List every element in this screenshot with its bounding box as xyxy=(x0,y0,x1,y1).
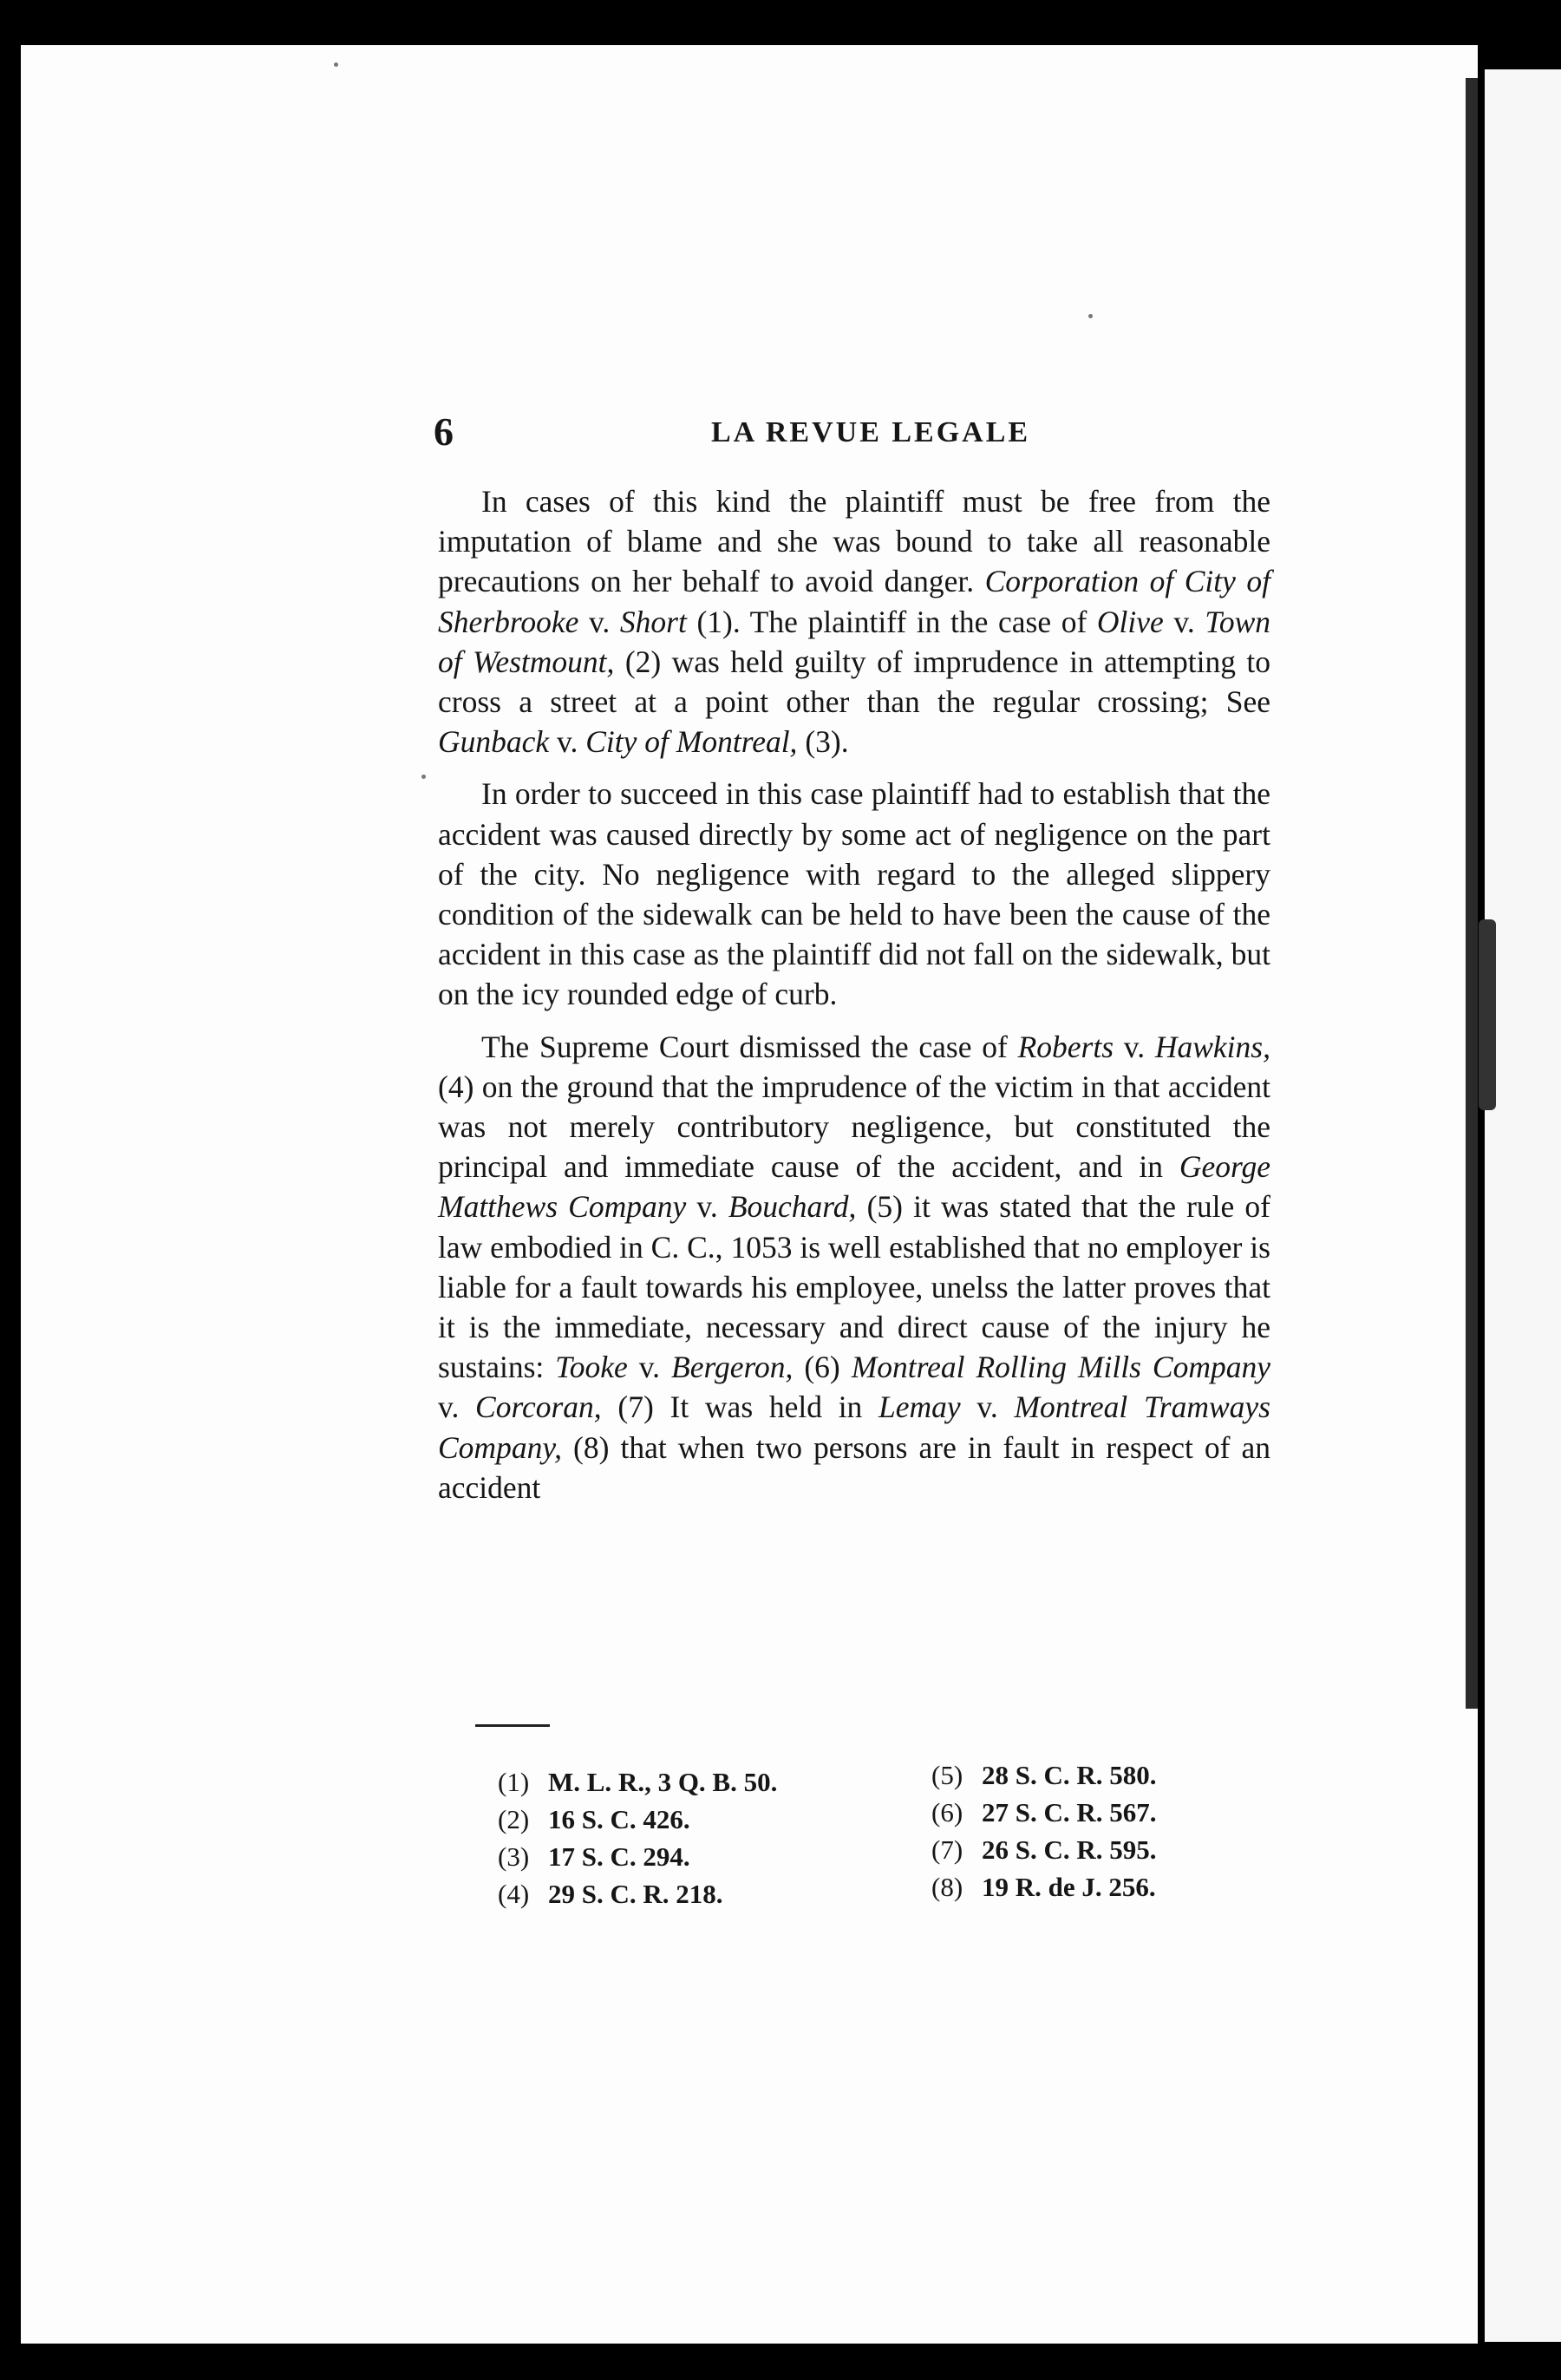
binding-shadow xyxy=(1466,78,1478,1709)
page-number: 6 xyxy=(434,409,454,454)
case-name: Gunback xyxy=(438,724,550,760)
running-title: LA REVUE LEGALE xyxy=(711,416,1031,448)
case-name: George Matthews Company xyxy=(438,1149,1270,1225)
footnote xyxy=(931,1756,1157,1794)
footnote-number: (5) xyxy=(931,1760,963,1790)
footnote-number: (4) xyxy=(498,1879,530,1909)
footnote xyxy=(498,1763,777,1801)
case-name: Short xyxy=(619,604,687,639)
case-name: Corporation of City of Sherbrooke xyxy=(438,564,1270,639)
case-name: Corcoran, xyxy=(475,1389,602,1425)
case-name: Montreal Rolling Mills Company xyxy=(851,1350,1270,1385)
footnote-number: (8) xyxy=(931,1872,963,1902)
case-name: Montreal Tramways Company, xyxy=(438,1389,1270,1465)
footnote xyxy=(931,1831,1157,1868)
footnote xyxy=(498,1801,777,1838)
footnote-number: (1) xyxy=(498,1767,530,1797)
dust-speck xyxy=(1088,314,1093,318)
footnote-number: (7) xyxy=(931,1834,963,1865)
footnote xyxy=(931,1794,1157,1831)
footnote-number: (2) xyxy=(498,1804,530,1834)
footnotes-left-column xyxy=(498,1763,777,1912)
footnote-citation: 29 S. C. R. 218. xyxy=(548,1879,723,1909)
footnote-citation: 28 S. C. R. 580. xyxy=(982,1760,1157,1790)
footnote xyxy=(498,1875,777,1912)
footnote-number: (3) xyxy=(498,1841,530,1872)
page-header xyxy=(434,406,1301,458)
facing-page-edge xyxy=(1485,69,1561,2342)
paragraph: In cases of this kind the plaintiff must be free from the imputation of blame and she was bound to take all reasonable precautions on her behalf to avoid danger. Corporation of City of Sherbrooke v. Short (1). The plaintiff in the case of Olive v. Town of Westmount, (2) was held guilty of imprudence in attempting to cross a street at a point other than the regular crossing; See Gunback v. City of Montreal, (3). xyxy=(438,484,1270,760)
footnotes-right-column xyxy=(931,1756,1157,1906)
binding-clip-mark xyxy=(1479,919,1496,1110)
dust-speck xyxy=(334,62,338,67)
case-name: Lemay xyxy=(878,1389,961,1425)
case-name: Roberts xyxy=(1017,1029,1114,1064)
case-name: Town of Westmount, xyxy=(438,604,1270,679)
case-name: Bergeron, xyxy=(671,1350,794,1385)
footnote-number: (6) xyxy=(931,1797,963,1828)
footnote-citation: 17 S. C. 294. xyxy=(548,1841,690,1872)
footnote-citation: 19 R. de J. 256. xyxy=(982,1872,1156,1902)
footnote xyxy=(931,1868,1157,1906)
footnote-citation: 27 S. C. R. 567. xyxy=(982,1797,1157,1828)
case-name: Bouchard, xyxy=(728,1189,857,1225)
footnote-rule xyxy=(475,1724,550,1727)
case-name: Tooke xyxy=(555,1350,628,1385)
footnote-citation: 16 S. C. 426. xyxy=(548,1804,690,1834)
main-text xyxy=(438,481,1270,1520)
footnote xyxy=(498,1838,777,1875)
paragraph: The Supreme Court dismissed the case of Roberts v. Hawkins, (4) on the ground that the imprudence of the victim in that accident was not merely contributory negligence, but constituted the principal and immediate cause of the accident, and in George Matthews Company v. Bouchard, (5) it was stated that the rule of law embodied in C. C., 1053 is well established that no employer is liable for a fault towards his employee, unelss the latter proves that it is the immediate, necessary and direct cause of the injury he sustains: Tooke v. Bergeron, (6) Montreal Rolling Mills Company v. Corcoran, (7) It was held in Lemay v. Montreal Tramways Company, (8) that when two persons are in fault in respect of an accident xyxy=(438,1029,1271,1505)
case-name: Hawkins, xyxy=(1154,1029,1270,1064)
case-name: City of Montreal, xyxy=(585,724,798,760)
case-name: Olive xyxy=(1096,604,1164,639)
dust-speck xyxy=(421,775,426,779)
paragraph: In order to succeed in this case plaintiff had to establish that the accident was caused directly by some act of negligence on the part of the city. No negligence with regard to the alleged slippery condition of the sidewalk can be held to have been the cause of the accident in this case as the plaintiff did not fall on the sidewalk, but on the icy rounded edge of curb. xyxy=(438,776,1270,1012)
footnote-citation: M. L. R., 3 Q. B. 50. xyxy=(548,1767,778,1797)
footnote-citation: 26 S. C. R. 595. xyxy=(982,1834,1157,1865)
